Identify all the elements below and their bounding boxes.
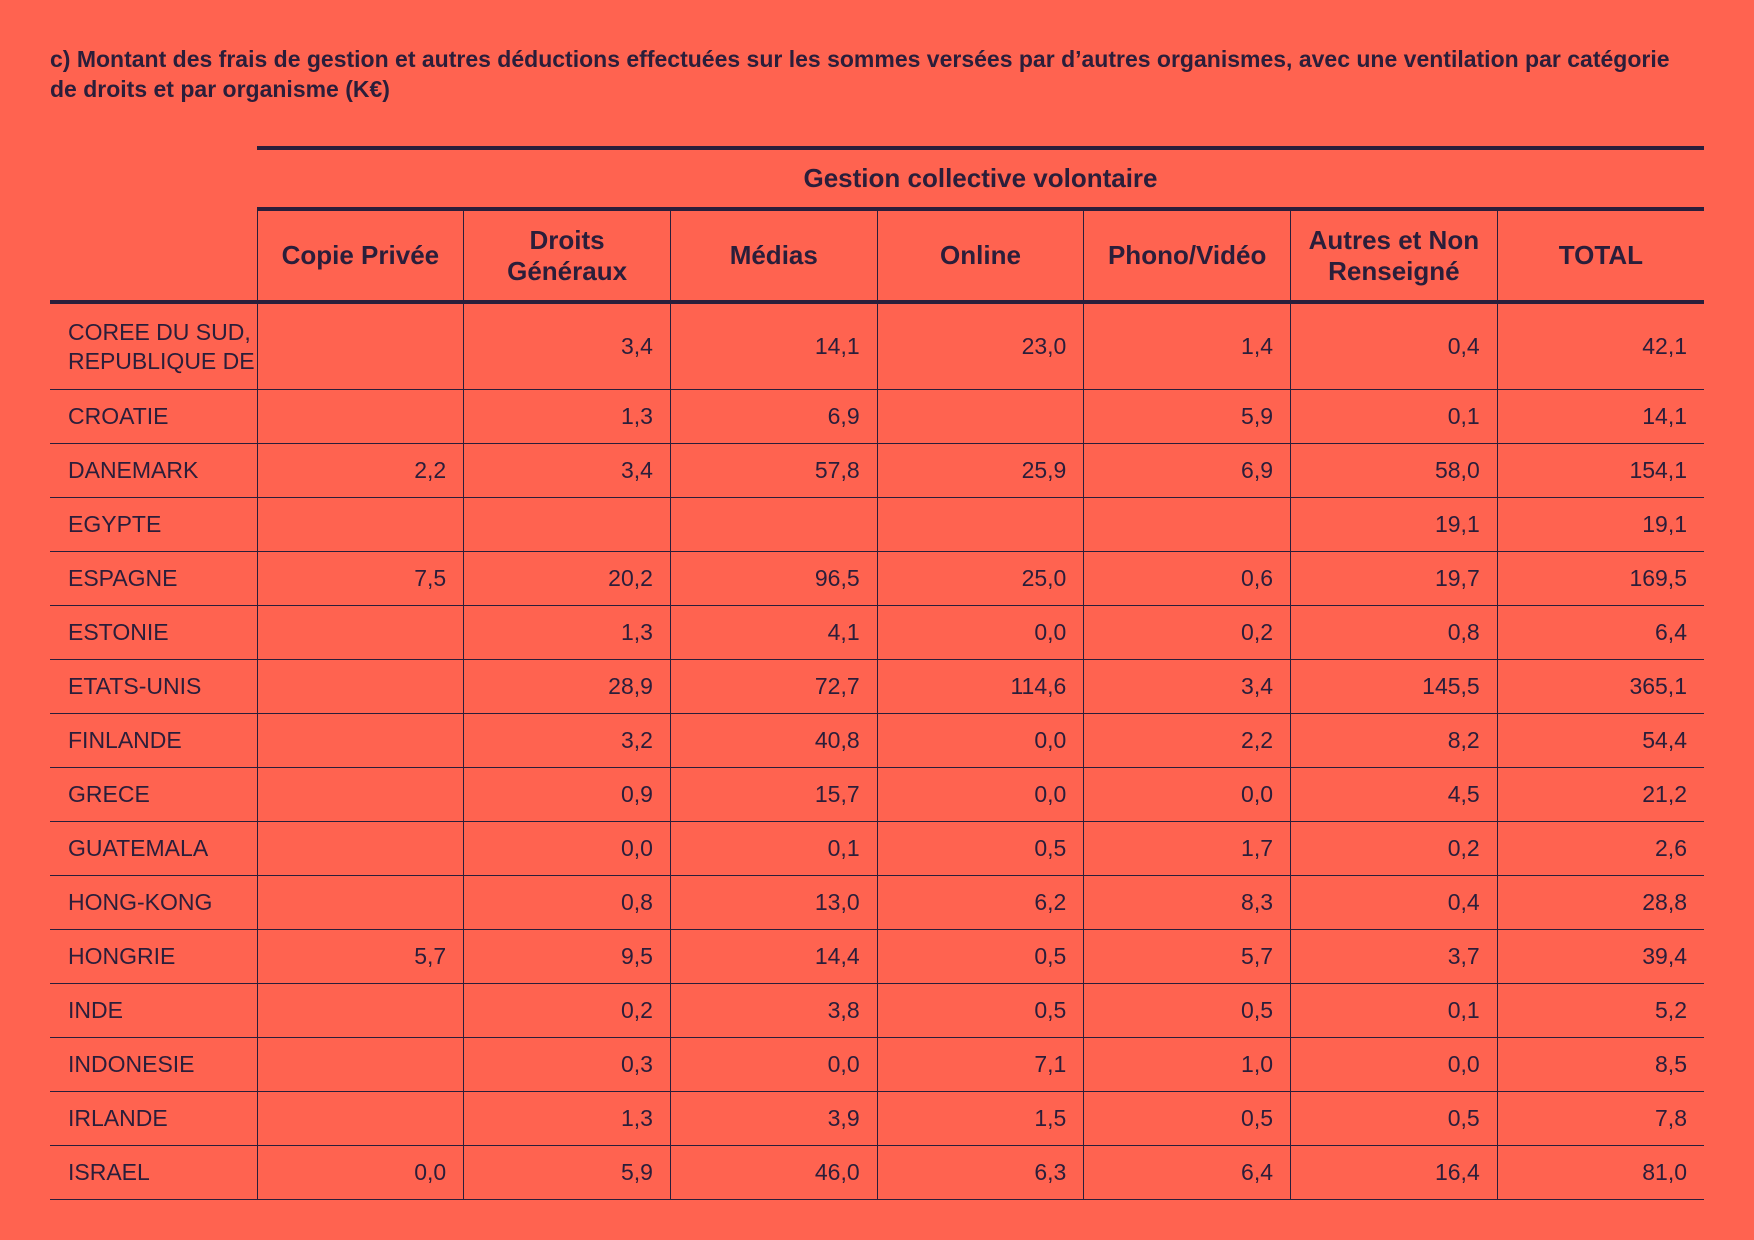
- value-cell-autres-non-renseigne: 0,1: [1291, 390, 1498, 444]
- value-cell-medias: 14,1: [670, 302, 877, 390]
- value-cell-droits-generaux: 5,9: [464, 1146, 671, 1200]
- country-name: INDE: [68, 997, 123, 1023]
- value-cell-online: [877, 498, 1084, 552]
- column-header-line: Généraux: [507, 255, 628, 286]
- value-cell-copie-privee: [257, 822, 464, 876]
- country-cell: [50, 1038, 257, 1092]
- value-cell-droits-generaux: 3,4: [464, 302, 671, 390]
- value-cell-medias: [670, 498, 877, 552]
- value-cell-droits-generaux: 0,9: [464, 768, 671, 822]
- value-cell-medias: 0,0: [670, 1038, 877, 1092]
- value-cell-droits-generaux: 1,3: [464, 390, 671, 444]
- table-row: [50, 984, 1704, 1038]
- value-cell-total: 8,5: [1497, 1038, 1704, 1092]
- value-cell-medias: 0,1: [670, 822, 877, 876]
- table-row: [50, 606, 1704, 660]
- value-cell-autres-non-renseigne: 8,2: [1291, 714, 1498, 768]
- value-cell-medias: 15,7: [670, 768, 877, 822]
- country-name: EGYPTE: [68, 511, 162, 537]
- value-cell-total: 365,1: [1497, 660, 1704, 714]
- value-cell-droits-generaux: 0,0: [464, 822, 671, 876]
- value-cell-droits-generaux: 1,3: [464, 606, 671, 660]
- corner-cell: [50, 148, 257, 209]
- value-cell-phono-video: 5,7: [1084, 930, 1291, 984]
- value-cell-autres-non-renseigne: 19,7: [1291, 552, 1498, 606]
- value-cell-autres-non-renseigne: 16,4: [1291, 1146, 1498, 1200]
- value-cell-medias: 14,4: [670, 930, 877, 984]
- country-name: FINLANDE: [68, 727, 182, 753]
- column-header-line: Online: [940, 240, 1021, 270]
- value-cell-medias: 46,0: [670, 1146, 877, 1200]
- value-cell-copie-privee: [257, 606, 464, 660]
- column-header-total: [1497, 209, 1704, 302]
- country-name: IRLANDE: [68, 1105, 168, 1131]
- table-row: [50, 1092, 1704, 1146]
- value-cell-phono-video: 0,2: [1084, 606, 1291, 660]
- value-cell-autres-non-renseigne: 0,0: [1291, 1038, 1498, 1092]
- table-row: [50, 930, 1704, 984]
- value-cell-autres-non-renseigne: 0,5: [1291, 1092, 1498, 1146]
- value-cell-online: 0,5: [877, 984, 1084, 1038]
- value-cell-autres-non-renseigne: 0,4: [1291, 876, 1498, 930]
- value-cell-copie-privee: [257, 390, 464, 444]
- country-cell: [50, 876, 257, 930]
- column-header-line: Phono/Vidéo: [1107, 240, 1267, 270]
- table-row: [50, 768, 1704, 822]
- table-row: [50, 1038, 1704, 1092]
- title-line-1: c) Montant des frais de gestion et autres déductions effectuées sur les sommes versées par d’autres organismes, avec une ventilation par catégorie: [50, 46, 1670, 72]
- value-cell-phono-video: 0,0: [1084, 768, 1291, 822]
- column-header-online: [877, 209, 1084, 302]
- country-cell: [50, 714, 257, 768]
- value-cell-droits-generaux: 3,4: [464, 444, 671, 498]
- value-cell-medias: 13,0: [670, 876, 877, 930]
- value-cell-online: [877, 390, 1084, 444]
- value-cell-total: 28,8: [1497, 876, 1704, 930]
- value-cell-autres-non-renseigne: 0,4: [1291, 302, 1498, 390]
- value-cell-medias: 96,5: [670, 552, 877, 606]
- value-cell-copie-privee: 7,5: [257, 552, 464, 606]
- table-row: [50, 714, 1704, 768]
- country-name: GRECE: [68, 781, 150, 807]
- table-row: [50, 390, 1704, 444]
- country-cell: [50, 984, 257, 1038]
- country-header: [50, 209, 257, 302]
- table-row: [50, 552, 1704, 606]
- country-name: ISRAEL: [68, 1159, 150, 1185]
- value-cell-autres-non-renseigne: 0,8: [1291, 606, 1498, 660]
- value-cell-medias: 72,7: [670, 660, 877, 714]
- table-row: [50, 498, 1704, 552]
- country-cell: [50, 822, 257, 876]
- value-cell-copie-privee: [257, 984, 464, 1038]
- value-cell-droits-generaux: 3,2: [464, 714, 671, 768]
- value-cell-autres-non-renseigne: 0,1: [1291, 984, 1498, 1038]
- value-cell-online: 1,5: [877, 1092, 1084, 1146]
- value-cell-copie-privee: [257, 876, 464, 930]
- country-cell: [50, 444, 257, 498]
- value-cell-medias: 4,1: [670, 606, 877, 660]
- value-cell-online: 6,3: [877, 1146, 1084, 1200]
- value-cell-online: 25,0: [877, 552, 1084, 606]
- value-cell-phono-video: 1,4: [1084, 302, 1291, 390]
- value-cell-total: 7,8: [1497, 1092, 1704, 1146]
- country-name: DANEMARK: [68, 457, 199, 483]
- value-cell-total: 19,1: [1497, 498, 1704, 552]
- value-cell-phono-video: 5,9: [1084, 390, 1291, 444]
- value-cell-copie-privee: [257, 1038, 464, 1092]
- column-header-line: Renseigné: [1328, 255, 1460, 286]
- country-name: HONG-KONG: [68, 889, 213, 915]
- value-cell-phono-video: 8,3: [1084, 876, 1291, 930]
- value-cell-copie-privee: 2,2: [257, 444, 464, 498]
- value-cell-autres-non-renseigne: 3,7: [1291, 930, 1498, 984]
- value-cell-online: 23,0: [877, 302, 1084, 390]
- value-cell-autres-non-renseigne: 4,5: [1291, 768, 1498, 822]
- value-cell-phono-video: 3,4: [1084, 660, 1291, 714]
- value-cell-total: 54,4: [1497, 714, 1704, 768]
- value-cell-medias: 6,9: [670, 390, 877, 444]
- country-cell: [50, 1092, 257, 1146]
- country-name: ETATS-UNIS: [68, 673, 202, 699]
- value-cell-online: 25,9: [877, 444, 1084, 498]
- value-cell-medias: 57,8: [670, 444, 877, 498]
- column-header-row: [50, 209, 1704, 302]
- value-cell-copie-privee: [257, 498, 464, 552]
- country-name: GUATEMALA: [68, 835, 209, 861]
- value-cell-total: 81,0: [1497, 1146, 1704, 1200]
- value-cell-phono-video: 0,5: [1084, 984, 1291, 1038]
- group-header: Gestion collective volontaire: [257, 148, 1704, 209]
- value-cell-phono-video: 6,9: [1084, 444, 1291, 498]
- table-row: [50, 1146, 1704, 1200]
- country-cell: [50, 768, 257, 822]
- country-cell: [50, 930, 257, 984]
- value-cell-droits-generaux: 9,5: [464, 930, 671, 984]
- value-cell-copie-privee: 5,7: [257, 930, 464, 984]
- value-cell-copie-privee: [257, 714, 464, 768]
- value-cell-total: 169,5: [1497, 552, 1704, 606]
- country-cell: [50, 606, 257, 660]
- value-cell-droits-generaux: [464, 498, 671, 552]
- value-cell-copie-privee: [257, 302, 464, 390]
- table-row: [50, 302, 1704, 390]
- country-name: HONGRIE: [68, 943, 176, 969]
- country-name: ESPAGNE: [68, 565, 178, 591]
- value-cell-droits-generaux: 0,3: [464, 1038, 671, 1092]
- value-cell-online: 0,0: [877, 606, 1084, 660]
- column-header-medias: [670, 209, 877, 302]
- value-cell-copie-privee: [257, 660, 464, 714]
- table-body: [50, 302, 1704, 1200]
- value-cell-online: 114,6: [877, 660, 1084, 714]
- column-header-droits-generaux: [464, 209, 671, 302]
- value-cell-copie-privee: [257, 1092, 464, 1146]
- value-cell-total: 14,1: [1497, 390, 1704, 444]
- table-row: [50, 660, 1704, 714]
- value-cell-phono-video: 1,0: [1084, 1038, 1291, 1092]
- value-cell-phono-video: [1084, 498, 1291, 552]
- country-cell: [50, 660, 257, 714]
- value-cell-online: 0,0: [877, 714, 1084, 768]
- value-cell-total: 42,1: [1497, 302, 1704, 390]
- column-header-line: TOTAL: [1558, 240, 1643, 270]
- column-header-copie-privee: [257, 209, 464, 302]
- value-cell-autres-non-renseigne: 0,2: [1291, 822, 1498, 876]
- value-cell-phono-video: 1,7: [1084, 822, 1291, 876]
- country-name: REPUBLIQUE DE: [68, 347, 255, 374]
- title-line-2: de droits et par organisme (K€): [50, 76, 390, 102]
- value-cell-online: 7,1: [877, 1038, 1084, 1092]
- value-cell-total: 39,4: [1497, 930, 1704, 984]
- value-cell-total: 21,2: [1497, 768, 1704, 822]
- country-cell: [50, 1146, 257, 1200]
- column-header-line: Médias: [729, 240, 818, 270]
- value-cell-autres-non-renseigne: 145,5: [1291, 660, 1498, 714]
- value-cell-total: 154,1: [1497, 444, 1704, 498]
- value-cell-copie-privee: [257, 768, 464, 822]
- value-cell-droits-generaux: 1,3: [464, 1092, 671, 1146]
- country-cell: [50, 552, 257, 606]
- table-row: [50, 876, 1704, 930]
- value-cell-phono-video: 6,4: [1084, 1146, 1291, 1200]
- fees-table: [50, 146, 1704, 1200]
- value-cell-online: 6,2: [877, 876, 1084, 930]
- value-cell-medias: 40,8: [670, 714, 877, 768]
- column-header-line: Autres et Non: [1308, 224, 1480, 255]
- country-name: ESTONIE: [68, 619, 169, 645]
- table-row: [50, 822, 1704, 876]
- country-cell: [50, 390, 257, 444]
- country-cell: [50, 498, 257, 552]
- value-cell-copie-privee: 0,0: [257, 1146, 464, 1200]
- value-cell-medias: 3,9: [670, 1092, 877, 1146]
- value-cell-total: 6,4: [1497, 606, 1704, 660]
- value-cell-autres-non-renseigne: 58,0: [1291, 444, 1498, 498]
- column-header-line: Droits: [529, 224, 605, 255]
- table-row: [50, 444, 1704, 498]
- value-cell-droits-generaux: 0,8: [464, 876, 671, 930]
- value-cell-phono-video: 2,2: [1084, 714, 1291, 768]
- value-cell-total: 2,6: [1497, 822, 1704, 876]
- page-title: [50, 44, 1710, 104]
- column-header-phono-video: [1084, 209, 1291, 302]
- group-header-row: [50, 148, 1704, 209]
- value-cell-total: 5,2: [1497, 984, 1704, 1038]
- column-header-autres-non-renseigne: [1291, 209, 1498, 302]
- value-cell-droits-generaux: 0,2: [464, 984, 671, 1038]
- value-cell-online: 0,0: [877, 768, 1084, 822]
- column-header-line: Copie Privée: [281, 240, 440, 270]
- value-cell-autres-non-renseigne: 19,1: [1291, 498, 1498, 552]
- value-cell-online: 0,5: [877, 822, 1084, 876]
- country-name: CROATIE: [68, 403, 169, 429]
- country-name: COREE DU SUD,: [68, 318, 251, 345]
- value-cell-phono-video: 0,5: [1084, 1092, 1291, 1146]
- value-cell-droits-generaux: 28,9: [464, 660, 671, 714]
- country-name: INDONESIE: [68, 1051, 195, 1077]
- value-cell-medias: 3,8: [670, 984, 877, 1038]
- value-cell-phono-video: 0,6: [1084, 552, 1291, 606]
- country-cell: [50, 302, 257, 390]
- value-cell-online: 0,5: [877, 930, 1084, 984]
- value-cell-droits-generaux: 20,2: [464, 552, 671, 606]
